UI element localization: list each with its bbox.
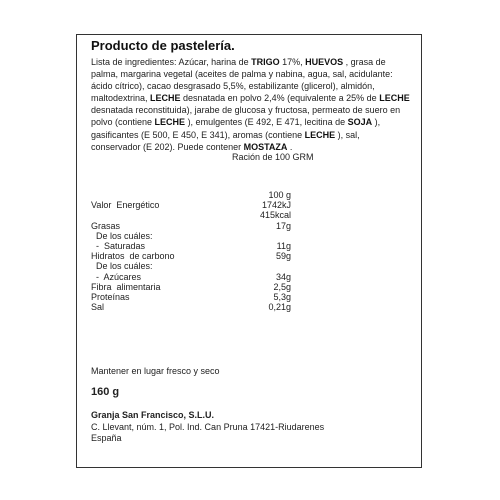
nutrition-value: 1742kJ (261, 200, 291, 211)
allergen-text: SOJA (347, 117, 373, 128)
ingredient-text: desnatada reconstituida), jarabe de glucosa y fructosa, permeato de suero en polvo (contiene (91, 105, 401, 128)
ingredient-text: desnatada en polvo 2,4% (equivalente a 25% de (180, 93, 380, 104)
nutrition-value: 5,3g (273, 291, 291, 302)
nutrition-row (91, 292, 291, 302)
nutrition-value: 59g (275, 251, 291, 262)
nutrition-value: 0,21g (268, 302, 291, 313)
ingredient-text: ), sal, conservador (E 202). Puede contener (91, 129, 360, 152)
ingredient-text: ), emulgentes (E 492, E 471, lecitina de (185, 117, 348, 128)
nutrition-row (91, 241, 291, 251)
nutrition-value: 415kcal (259, 210, 291, 221)
ingredient-text: , grasa de palma, margarina vegetal (aceites de palma y nabina, agua, sal, acidulante: ácido cítrico), cacao desgrasado 5,5%, estabilizante (glicerol), almidón, maltodextrina, (91, 57, 393, 104)
nutrition-row (91, 190, 291, 200)
nutrition-row (91, 200, 291, 210)
nutrition-row (91, 210, 291, 220)
nutrition-row (91, 231, 291, 241)
company-country: España (91, 433, 122, 444)
allergen-text: MOSTAZA (243, 141, 288, 152)
net-weight: 160 g (91, 386, 120, 398)
allergen-text: HUEVOS (305, 57, 344, 67)
nutrition-label: Hidratos de carbono (91, 251, 175, 262)
nutrition-row (91, 261, 291, 271)
nutrition-value: 17g (275, 220, 291, 231)
nutrition-row (91, 251, 291, 261)
allergen-text: LECHE (154, 117, 186, 128)
nutrition-row (91, 221, 291, 231)
nutrition-label: Sal (91, 302, 105, 313)
nutrition-label: - Azúcares (91, 271, 142, 282)
allergen-text: TRIGO (251, 57, 280, 67)
nutrition-label: - Saturadas (91, 240, 146, 251)
nutrition-table (91, 190, 291, 312)
nutrition-value: 34g (275, 271, 291, 282)
allergen-text: LECHE (150, 93, 181, 104)
allergen-text: LECHE (379, 93, 410, 104)
company-name: Granja San Francisco, S.L.U. (91, 410, 215, 420)
nutrition-label: Proteínas (91, 291, 130, 302)
nutrition-value: 100 g (268, 190, 291, 200)
nutrition-label: Grasas (91, 220, 121, 231)
nutrition-row (91, 302, 291, 312)
ingredient-text: ), gasificantes (E 500, E 450, E 341), aromas (contiene (91, 117, 381, 140)
nutrition-label: Fibra alimentaria (91, 281, 161, 292)
nutrition-label: De los cuáles: (91, 230, 153, 241)
nutrition-value: 2,5g (273, 281, 291, 292)
ingredient-text: 17%, (279, 57, 306, 67)
nutrition-label: De los cuáles: (91, 261, 153, 272)
ingredient-text: Lista de ingredientes: Azúcar, harina de (91, 57, 252, 67)
nutrition-value: 11g (276, 240, 291, 251)
product-title: Producto de pastelería. (91, 38, 235, 53)
company-info (91, 410, 324, 445)
ingredients-list (91, 56, 411, 153)
nutrition-row (91, 272, 291, 282)
storage-instructions: Mantener en lugar fresco y seco (91, 366, 220, 376)
nutrition-row (91, 282, 291, 292)
nutrition-label: Valor Energético (91, 200, 160, 211)
serving-size: Ración de 100 GRM (232, 152, 314, 162)
company-address: C. Llevant, núm. 1, Pol. Ind. Can Pruna 17421-Riudarenes (91, 421, 325, 432)
allergen-text: LECHE (304, 129, 336, 140)
ingredient-text: . (287, 141, 293, 152)
